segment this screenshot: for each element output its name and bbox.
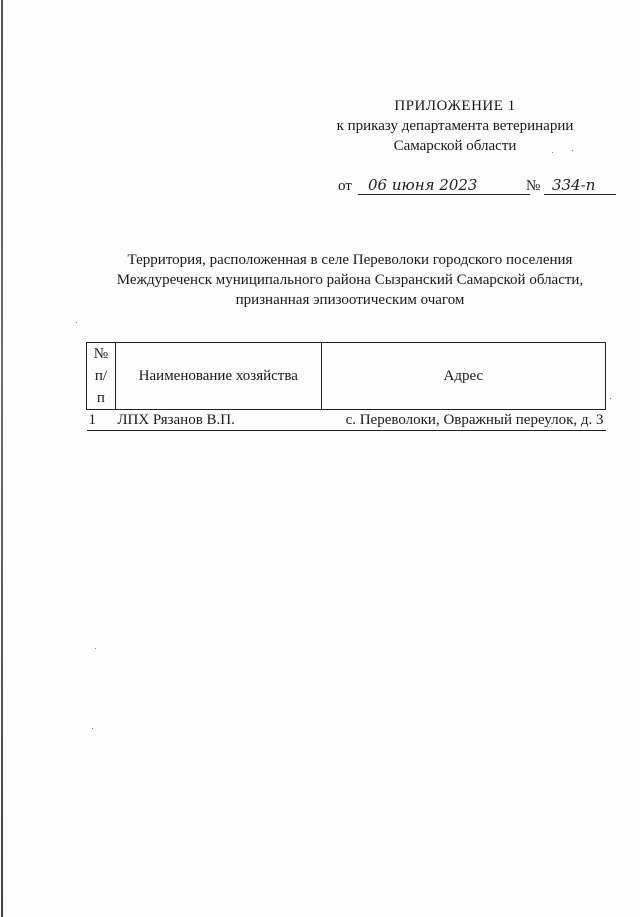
- appendix-title: ПРИЛОЖЕНИЕ 1: [394, 98, 516, 114]
- foci-table: [86, 342, 606, 431]
- scan-speck: [92, 728, 93, 729]
- heading-line-1: Территория, расположенная в селе Переволоки городского поселения: [127, 252, 573, 268]
- table-header-row: [87, 343, 606, 410]
- from-label: от: [338, 178, 352, 194]
- heading-line-3: признанная эпизоотическим очагом: [235, 292, 465, 308]
- header-num: [87, 343, 116, 410]
- header-address: Адрес: [321, 343, 605, 410]
- cell-farm-name: ЛПХ Рязанов В.П.: [115, 410, 321, 431]
- header-num-abbr: п/п: [94, 368, 108, 406]
- appendix-line-region: Самарской области: [393, 138, 517, 154]
- scan-speck: [95, 648, 96, 649]
- order-number-handwritten: 334-п: [544, 176, 616, 195]
- scan-speck: [76, 322, 77, 323]
- cell-num: 1: [87, 410, 116, 431]
- order-date-handwritten: 06 июня 2023: [358, 176, 530, 195]
- document-heading: [60, 250, 640, 310]
- number-label: №: [526, 178, 541, 194]
- order-reference: [338, 176, 618, 198]
- appendix-line-order: к приказу департамента ветеринарии: [336, 118, 574, 134]
- header-num-symbol: №: [93, 346, 109, 362]
- header-farm-name: Наименование хозяйства: [115, 343, 321, 410]
- appendix-block: [300, 96, 610, 156]
- heading-line-2: Междуреченск муниципального района Сызранский Самарской области,: [116, 272, 584, 288]
- table-row: [87, 410, 606, 431]
- scan-edge-artifact: [1, 0, 3, 917]
- cell-address: с. Переволоки, Овражный переулок, д. 3: [321, 410, 605, 431]
- scan-speck: [610, 398, 611, 399]
